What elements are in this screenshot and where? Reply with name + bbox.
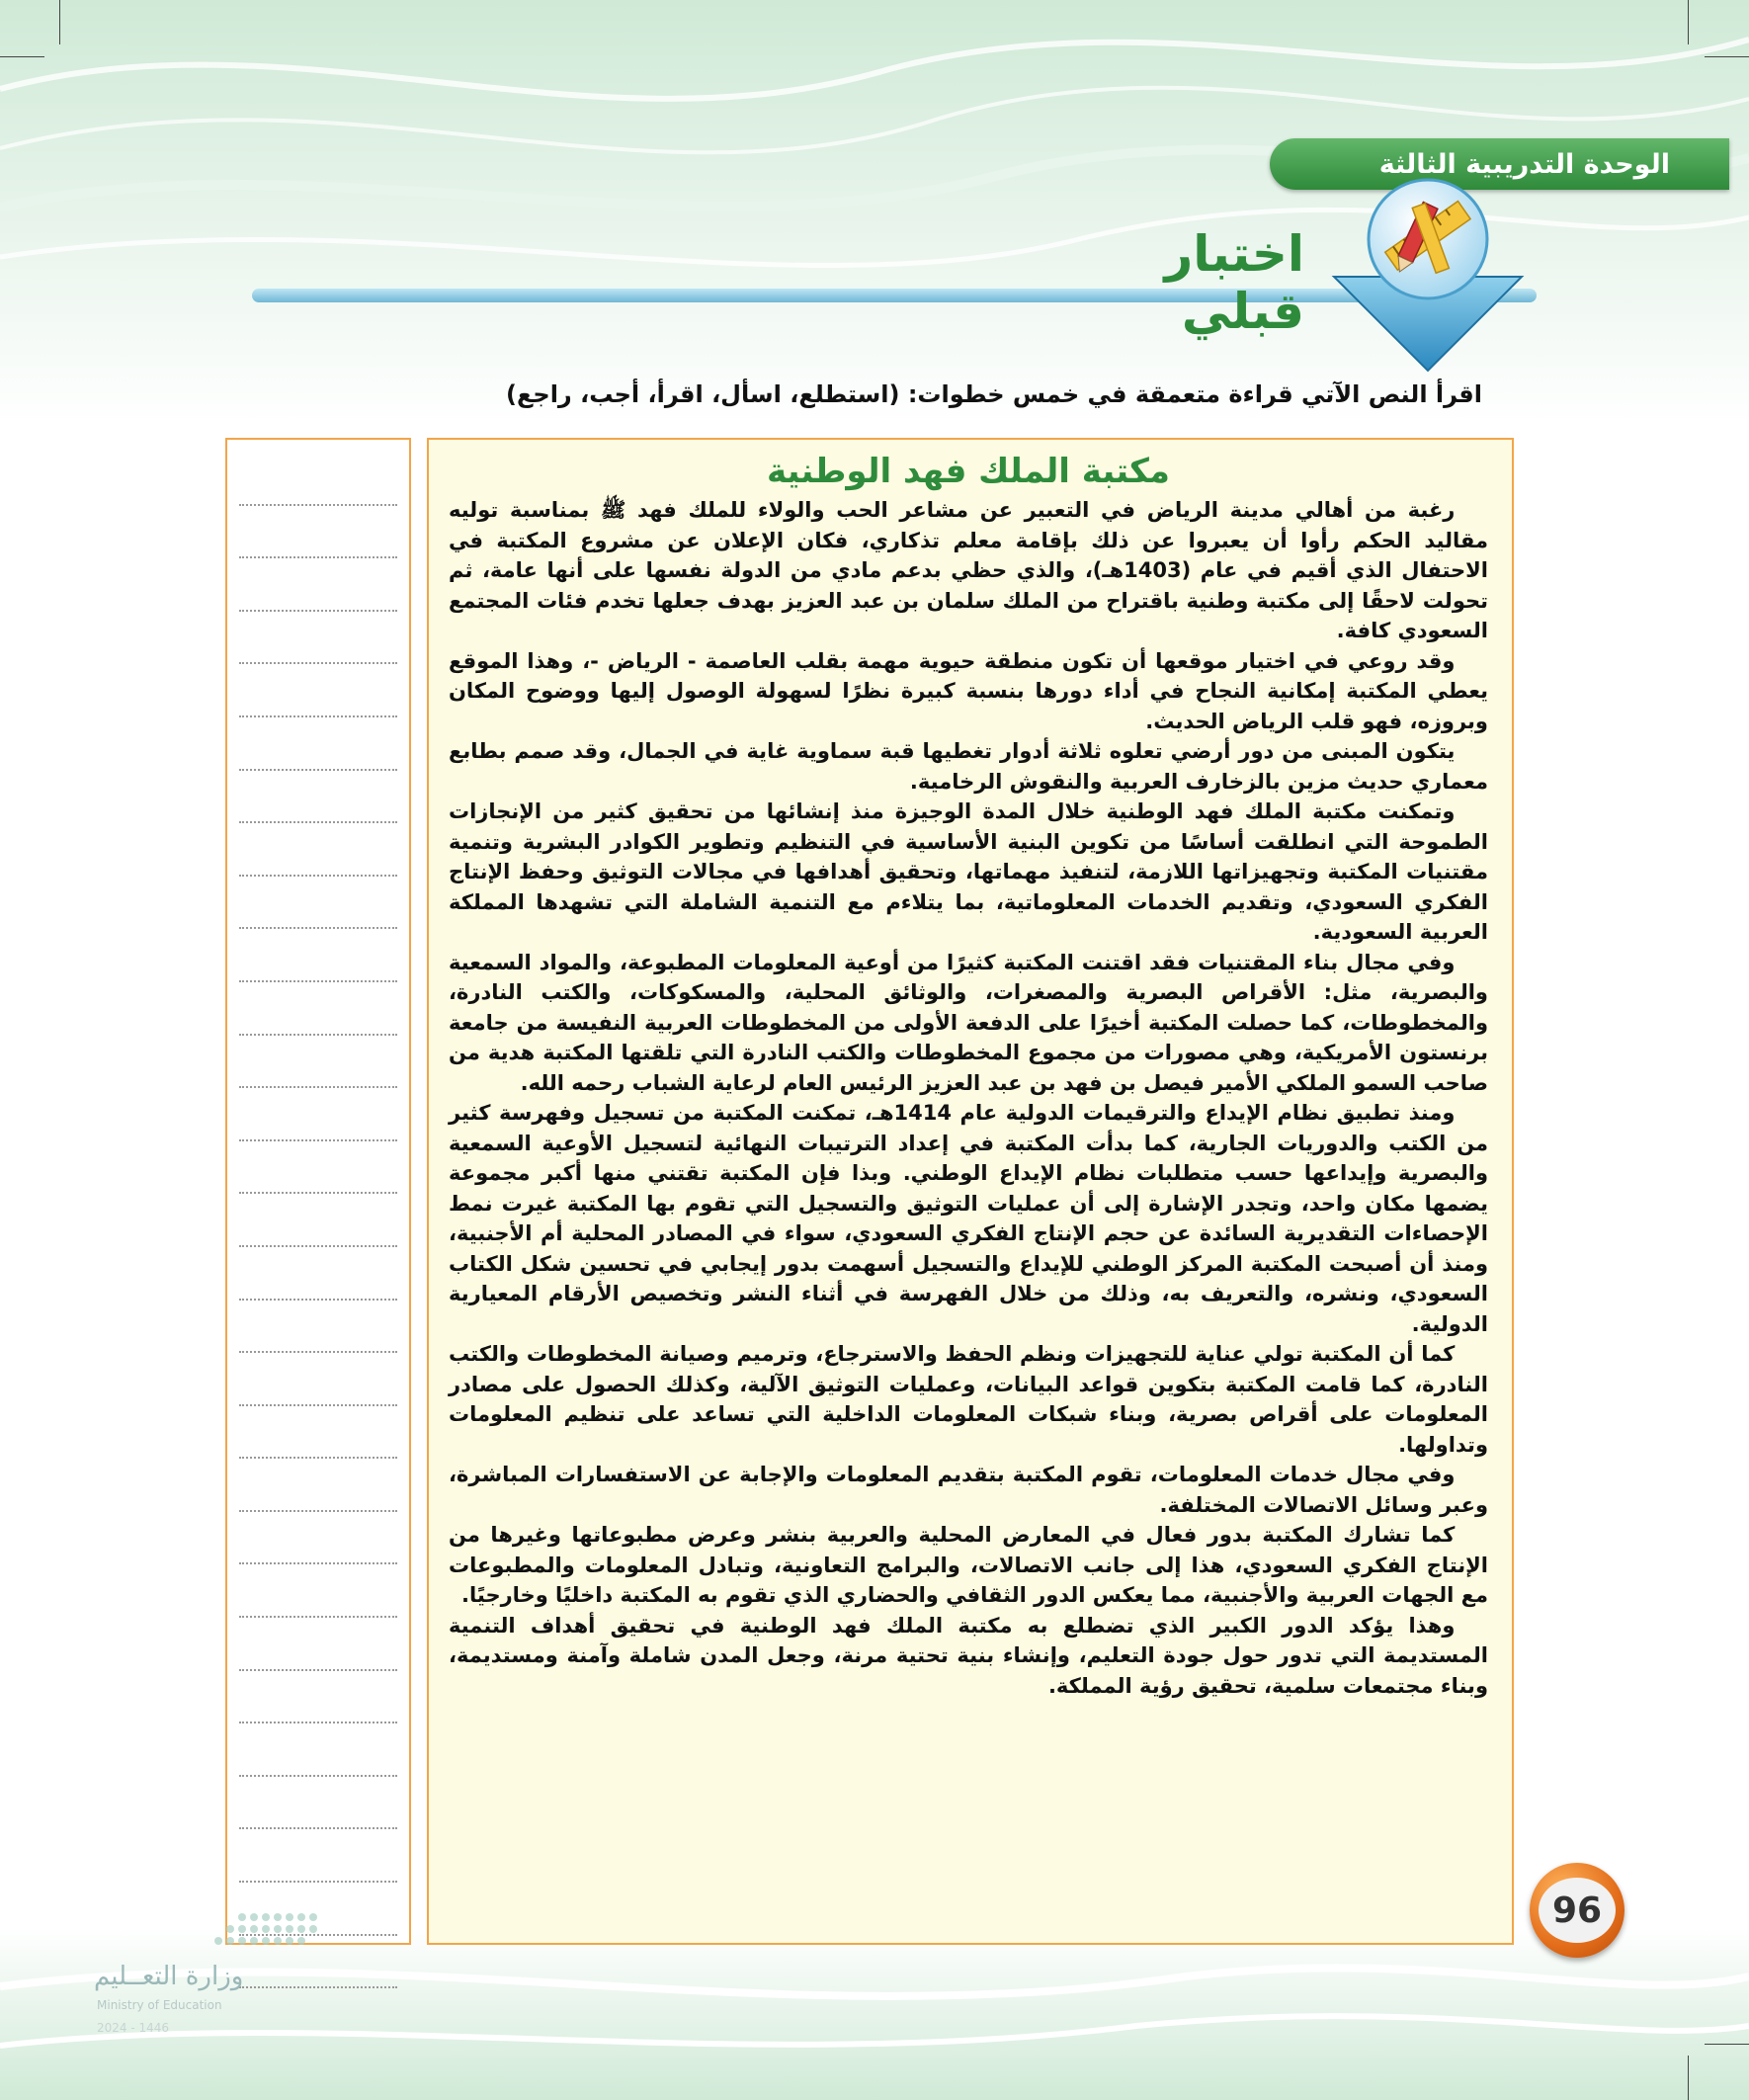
note-line[interactable] [239, 453, 397, 506]
article-paragraph: رغبة من أهالي مدينة الرياض في التعبير عن مشاعر الحب والولاء للملك فهد ﷺ بمناسبة توليه مقاليد الحكم رأوا أن يعبروا عن ذلك بإقامة معلم تذكاري، فكان الإعلان عن مشروع المكتبة في الاحتفال الذي أقيم في عام (1403هـ)، والذي حظي بدعم مادي من الدولة نفسها على أنها عامة، ثم تحولت لاحقًا إلى مكتبة وطنية باقتراح من الملك سلمان بن عبد العزيز بهدف جعلها تخدم فئات المجتمع السعودي كافة. [449, 498, 1488, 642]
ministry-name-en: Ministry of Education [97, 1998, 222, 2012]
crop-mark [1688, 0, 1689, 44]
article-box [427, 438, 1514, 1945]
unit-label: الوحدة التدريبية الثالثة [1378, 148, 1670, 180]
note-line[interactable] [239, 1194, 397, 1247]
page-title: اختبار قبلي [1164, 225, 1304, 340]
note-line[interactable] [239, 877, 397, 930]
note-line[interactable] [239, 664, 397, 717]
article-paragraph: وفي مجال بناء المقتنيات فقد اقتنت المكتبة كثيرًا من أوعية المعلومات المطبوعة، والمواد السمعية والبصرية، مثل: الأقراص البصرية والمصغرات، والوثائق المحلية، والمسكوكات، والكتب النادرة، والمخطوطات، كما حصلت المكتبة أخيرًا على الدفعة الأولى من المخطوطات العربية النفيسة من جامعة برنستون الأمريكية، وهي مصورات من مجموع المخطوطات والكتب النادرة التي تلقتها المكتبة هدية من صاحب السمو الملكي الأمير فيصل بن فهد بن عبد العزيز الرئيس العام لرعاية الشباب رحمه الله. [449, 950, 1488, 1095]
note-line[interactable] [239, 506, 397, 559]
article-paragraph: وهذا يؤكد الدور الكبير الذي تضطلع به مكتبة الملك فهد الوطنية في تحقيق أهداف التنمية المستديمة التي تدور حول جودة التعليم، وإنشاء بنية تحتية مرنة، وجعل المدن شاملة وآمنة ومستديمة، وبناء مجتمعات سلمية، تحقيق رؤية المملكة. [449, 1613, 1488, 1698]
article-paragraph: كما تشارك المكتبة بدور فعال في المعارض المحلية والعربية بنشر وعرض مطبوعاتها وغيرها من الإنتاج الفكري السعودي، هذا إلى جانب الاتصالات، والبرامج التعاونية، وتبادل المعلومات والمطبوعات مع الجهات العربية والأجنبية، مما يعكس الدور الثقافي والحضاري الذي تقوم به المكتبة داخليًا وخارجيًا. [449, 1523, 1488, 1607]
note-line[interactable] [239, 1406, 397, 1460]
note-line[interactable] [239, 1459, 397, 1512]
article-paragraph: ومنذ تطبيق نظام الإيداع والترقيمات الدولية عام 1414هـ، تمكنت المكتبة من تسجيل وفهرسة كثير من الكتب والدوريات الجارية، كما بدأت المكتبة في إعداد الترتيبات النهائية لتسجيل الأوعية السمعية والبصرية وإيداعها حسب متطلبات نظام الإيداع الوطني. وبذا فإن المكتبة تقتني منها أكبر مجموعة يضمها مكان واحد، وتجدر الإشارة إلى أن عمليات التوثيق والتسجيل التي تقوم بها المكتبة غيرت نمط الإحصاءات التقديرية السائدة عن حجم الإنتاج الفكري السعودي، سواء في المصادر المحلية أم الأجنبية، ومنذ أن أصبحت المكتبة المركز الوطني للإيداع والتسجيل أسهمت بدور إيجابي في تحسين شكل الكتاب السعودي، ونشره، والتعريف به، وذلك من خلال الفهرسة في أثناء النشر وتخصيص الأرقام المعيارية الدولية. [449, 1101, 1488, 1336]
note-line[interactable] [239, 717, 397, 771]
note-line[interactable] [239, 1564, 397, 1618]
article-paragraph: وفي مجال خدمات المعلومات، تقوم المكتبة بتقديم المعلومات والإجابة عن الاستفسارات المباشرة، وعبر وسائل الاتصالات المختلفة. [449, 1463, 1488, 1517]
note-line[interactable] [239, 1777, 397, 1830]
note-line[interactable] [239, 1829, 397, 1883]
article-paragraph: كما أن المكتبة تولي عناية للتجهيزات ونظم الحفظ والاسترجاع، وترميم وصيانة المخطوطات والكتب النادرة، كما قامت المكتبة بتكوين قواعد البيانات، وعمليات التوثيق الآلية، وكذلك الحصول على مصادر المعلومات على أقراص بصرية، وبناء شبكات المعلومات الداخلية التي تساعد على تنظيم المعلومات وتداولها. [449, 1342, 1488, 1457]
page-number: 96 [1539, 1878, 1616, 1943]
note-line[interactable] [239, 558, 397, 612]
crop-mark [1705, 2044, 1749, 2045]
crop-mark [1688, 2056, 1689, 2100]
note-line[interactable] [239, 1088, 397, 1141]
note-line[interactable] [239, 823, 397, 877]
article-title: مكتبة الملك فهد الوطنية [767, 452, 1170, 491]
crop-mark [1705, 56, 1749, 57]
ministry-year: 2024 - 1446 [97, 2021, 170, 2035]
note-line[interactable] [239, 612, 397, 665]
note-line[interactable] [239, 1036, 397, 1089]
article-paragraph: وتمكنت مكتبة الملك فهد الوطنية خلال المدة الوجيزة منذ إنشائها من تحقيق كثير من الإنجازات الطموحة التي انطلقت أساسًا من تكوين البنية الأساسية في التنظيم وتطوير الكوادر البشرية وتنمية مقتنيات المكتبة وتجهيزاتها اللازمة، لتنفيذ مهماتها، وتحقيق أهدافها في مجالات التوثيق وحفظ الإنتاج الفكري السعودي، وتقديم الخدمات المعلوماتية، بما يتلاءم مع التنمية الشاملة التي تشهدها المملكة العربية السعودية. [449, 799, 1488, 944]
note-line[interactable] [239, 1353, 397, 1406]
note-line[interactable] [239, 1723, 397, 1777]
note-line[interactable] [239, 1301, 397, 1354]
note-line[interactable] [239, 771, 397, 824]
crop-mark [0, 56, 44, 57]
note-line[interactable] [239, 929, 397, 982]
ruler-pencil-icon [1314, 178, 1541, 376]
page-number-badge [1530, 1863, 1624, 1958]
crop-mark [59, 0, 60, 44]
note-line[interactable] [239, 982, 397, 1036]
article-paragraph: وقد روعي في اختيار موقعها أن تكون منطقة حيوية مهمة بقلب العاصمة - الرياض -، وهذا الموقع يعطي المكتبة إمكانية النجاح في أداء دورها بنسبة كبيرة نظرًا لسهولة الوصول إليها ووضوح المكان وبروزه، فهو قلب الرياض الحديث. [449, 648, 1488, 733]
notes-column [225, 438, 411, 1945]
note-line[interactable] [239, 1512, 397, 1565]
ministry-name-ar: وزارة التعــليم [94, 1962, 244, 1991]
note-line[interactable] [239, 1618, 397, 1671]
reading-instruction: اقرأ النص الآتي قراءة متعمقة في خمس خطوات: (استطلع، اسأل، اقرأ، أجب، راجع) [506, 380, 1482, 408]
article-paragraph: يتكون المبنى من دور أرضي تعلوه ثلاثة أدوار تغطيها قبة سماوية غاية في الجمال، وقد صمم بطابع معماري حديث مزين بالزخارف العربية والنقوش الرخامية. [449, 739, 1488, 794]
note-line[interactable] [239, 1141, 397, 1195]
note-line[interactable] [239, 1671, 397, 1724]
note-line[interactable] [239, 1247, 397, 1301]
